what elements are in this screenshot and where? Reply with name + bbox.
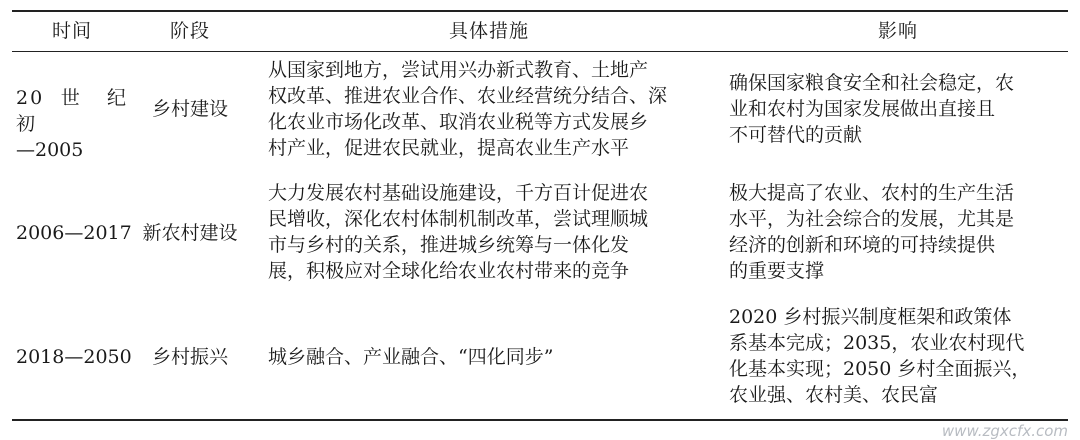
row-3-stage: 乡村振兴 [151,346,228,368]
row-1-measures-line-3: 化农业市场化改革、取消农业税等方式发展乡 [268,111,649,133]
row-2-measures-line-3: 市与乡村的关系，推进城乡统筹与一体化发 [268,234,630,256]
row-3-impact [729,304,1067,408]
row-2-impact-line-2: 水平，为社会综合的发展，尤其是 [729,208,1015,230]
row-2-impact-line-4: 的重要支撑 [729,260,825,282]
row-1-measures-line-4: 村产业，促进农民就业，提高农业生产水平 [268,137,630,159]
row-2-measures-line-1: 大力发展农村基础设施建设，千方百计促进农 [268,182,649,204]
row-3-measures-line-1: 城乡融合、产业融合、“四化同步” [268,346,554,368]
row-2-measures [268,180,710,284]
row-2-impact-line-3: 经济的创新和环境的可持续提供 [729,234,996,256]
header-stage: 阶段 [169,20,210,42]
row-1-time-line-1: 20 世 纪 初 [16,87,128,135]
header-time: 时间 [51,20,92,42]
row-2-impact-line-1: 极大提高了农业、农村的生产生活 [729,182,1015,204]
header-impact: 影响 [877,20,918,42]
row-2-impact [729,180,1067,284]
row-3-impact-line-3: 化基本实现；2050 乡村全面振兴， [729,358,1031,380]
row-1-time-line-2: —2005 [16,139,84,161]
row-3-impact-line-2: 系基本完成；2035，农业农村现代 [729,332,1025,354]
row-3-impact-line-1: 2020 乡村振兴制度框架和政策体 [729,306,1012,328]
header-measures: 具体措施 [448,20,529,42]
row-1-impact-line-1: 确保国家粮食安全和社会稳定，农 [729,72,1015,94]
row-1-measures-line-1: 从国家到地方，尝试用兴办新式教育、土地产 [268,59,649,81]
row-1-impact-line-3: 不可替代的贡献 [729,124,863,146]
row-3-time: 2018—2050 [16,346,132,368]
table-header-rule [12,51,1068,52]
row-2-measures-line-2: 民增收，深化农村体制机制改革，尝试理顺城 [268,208,649,230]
table-top-rule [12,10,1068,12]
watermark: www.zgxcfx.com [941,422,1068,440]
row-3-impact-line-4: 农业强、农村美、农民富 [729,384,939,406]
row-1-impact-line-2: 业和农村为国家发展做出直接且 [729,98,996,120]
row-2-stage: 新农村建设 [142,222,238,244]
table-bottom-rule [12,419,1068,421]
row-1-measures [268,57,710,161]
row-1-impact [729,70,1067,148]
row-3-measures [268,344,710,370]
row-2-measures-line-4: 展，积极应对全球化给农业农村带来的竞争 [268,260,630,282]
row-1-measures-line-2: 权改革、推进农业合作、农业经营统分结合、深 [268,85,668,107]
row-1-time [16,85,128,163]
row-1-stage: 乡村建设 [151,98,228,120]
row-2-time: 2006—2017 [16,222,132,244]
